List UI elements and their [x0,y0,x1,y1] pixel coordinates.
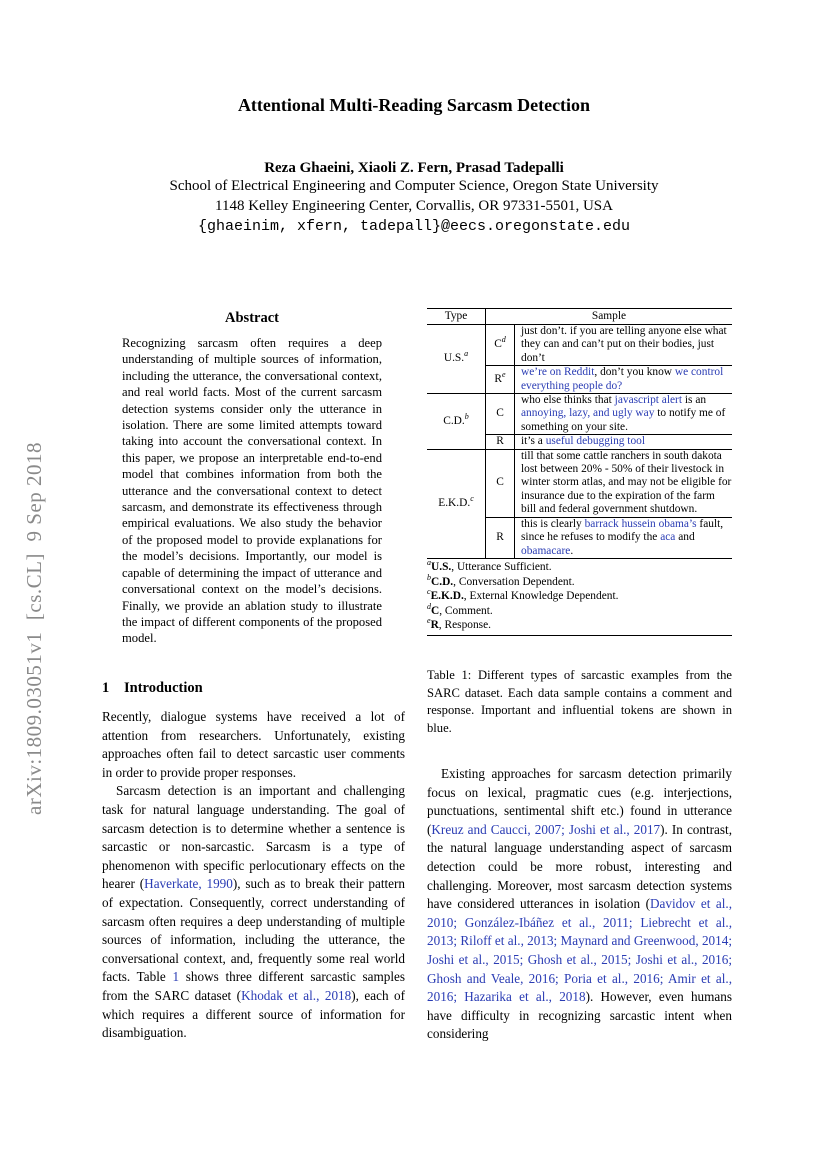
text-run: ), each of which requires a different source of information for disambiguation. [102,987,405,1041]
header-type: Type [427,309,486,325]
table-caption: Table 1: Different types of sarcastic examples from the SARC dataset. Each data sample contains a comment and response. Important and influential tokens are shown in blue. [427,668,732,735]
table-footnotes [427,560,732,636]
sample-text: just don’t. if you are telling anyone else what they can and can’t put on their bodies, just don’t [515,325,733,366]
text-run: ). In contrast, the natural language understanding aspect of sarcasm detection could be more robust, interesting and challenging. Moreover, most sarcasm detection systems have considered utterances in isolation ( [427,821,732,912]
sample-text: it’s a useful debugging tool [515,435,733,449]
type-us: U.S.$^a$ [427,325,486,394]
section-heading-introduction [102,680,203,697]
header-sample: Sample [486,309,733,325]
citation-link[interactable]: Khodak et al., 2018 [241,987,352,1003]
citation-link[interactable]: Davidov et al., 2010; González-Ibáñez et al., 2011; Liebrecht et al., 2013; Riloff et al., 2013; Maynard and Greenwood, 2014; Joshi et al., 2015; Ghosh et al., 2015; Joshi et al., 2016; Ghosh and Veale, 2016; Poria et al., 2016; Amir et al., 2016; Hazarika et al., 2018 [427,896,733,1005]
type-ekd: E.K.D.$^c$ [427,449,486,558]
sample-text: this is clearly barrack hussein obama’s fault, since he refuses to modify the aca and obamacare. [515,517,733,558]
text-run: shows three different sarcastic samples from the SARC dataset ( [102,969,405,1003]
author-emails: {ghaeinim, xfern, tadepall}@eecs.oregonstate.edu [197,218,631,235]
role-comment: C [486,394,515,435]
text-run: ), such as to break their pattern of expectation. Consequently, correct understanding of sarcasm often requires a deep understanding of multiple sources of information, including the utterance, the conversational context, and, frequently some real world facts. Table [102,876,406,985]
introduction-right-column [427,765,732,1044]
footnote: $^e$R, Response. [427,616,492,632]
author-list: Reza Ghaeini, Xiaoli Z. Fern, Prasad Tadepalli [264,160,564,176]
sample-text: we’re on Reddit, don’t you know we control everything people do? [515,366,733,394]
paragraph: Recently, dialogue systems have received a lot of attention from researchers. Unfortunately, existing approaches often fail to detect sarcastic user comments in order to provide proper responses. [102,709,405,780]
citation-link[interactable]: Haverkate, 1990 [144,876,233,892]
samples-table [427,308,732,559]
footnote: $^c$E.K.D., External Knowledge Dependent. [427,587,619,603]
paragraph [427,765,732,1044]
role-response: R [486,435,515,449]
text-run: Sarcasm detection is an important and challenging task for natural language understanding. The goal of sarcasm detection is to determine whether a sentence is sarcastic or non-sarcastic. Sarcasm is a type of phenomenon with specific perlocutionary effects on the hearer ( [102,783,405,892]
type-cd: C.D.$^b$ [427,394,486,450]
section-title: Introduction [124,680,203,696]
affiliation-line-2: 1148 Kelley Engineering Center, Corvallis, OR 97331-5501, USA [215,198,613,214]
abstract-heading: Abstract [225,310,279,326]
table-header-row [427,309,732,325]
table-ref-link[interactable]: 1 [172,969,180,985]
text-run: ). However, even humans have difficulty in recognizing sarcastic intent when considering [427,989,732,1042]
section-number: 1 [102,680,110,696]
paragraph [102,782,405,1042]
citation-link[interactable]: Kreuz and Caucci, 2007; Joshi et al., 2017 [431,821,661,837]
footnote: $^d$C, Comment. [427,601,493,617]
table-row [427,449,732,517]
sample-text: who else thinks that javascript alert is an annoying, lazy, and ugly way to notify me of something on your site. [515,394,733,435]
arxiv-stamp: arXiv:1809.03051v1 [cs.CL] 9 Sep 2018 [22,442,46,815]
role-response: $R^e$ [486,366,515,394]
footnote: $^a$U.S., Utterance Sufficient. [427,558,552,573]
table-row [427,325,732,366]
table-row [427,394,732,435]
text-run: Existing approaches for sarcasm detection primarily focus on lexical, pragmatic cues (e.g. interjections, punctuations, sentimental shift etc.) found in utterance ( [427,766,732,837]
sample-text: till that some cattle ranchers in south dakota lost between 20% - 50% of their livestock in winter storm atlas, and may not be eligible for insurance due to the expiration of the farm bill and federal government shutdown. [515,449,733,517]
table-1 [427,308,732,636]
role-comment: C [486,449,515,517]
arxiv-sidebar [20,370,54,840]
affiliation-line-1: School of Electrical Engineering and Computer Science, Oregon State University [169,178,659,194]
role-response: R [486,517,515,558]
abstract-body: Recognizing sarcasm often requires a deep understanding of multiple sources of information, including the utterance, the conversational context, and real world facts. Most of the current sarcasm detection systems consider only the utterance in isolation. There are some limited attempts toward taking into account the conversational context. In this paper, we propose an interpretable end-to-end model that combines information from both the utterance and the conversational context to detect sarcasm, and demonstrate its effectiveness through empirical evaluations. We also study the behavior of the proposed model to provide explanations for the model’s decisions. Importantly, our model is capable of determining the impact of utterance and conversational context on the model’s decisions. Finally, we provide an ablation study to illustrate the impact of different components of the proposed model. [122,336,382,646]
introduction-left-column [102,708,405,1043]
role-comment: $C^d$ [486,325,515,366]
footnote: $^b$C.D., Conversation Dependent. [427,572,575,588]
paper-title: Attentional Multi-Reading Sarcasm Detection [237,95,591,115]
